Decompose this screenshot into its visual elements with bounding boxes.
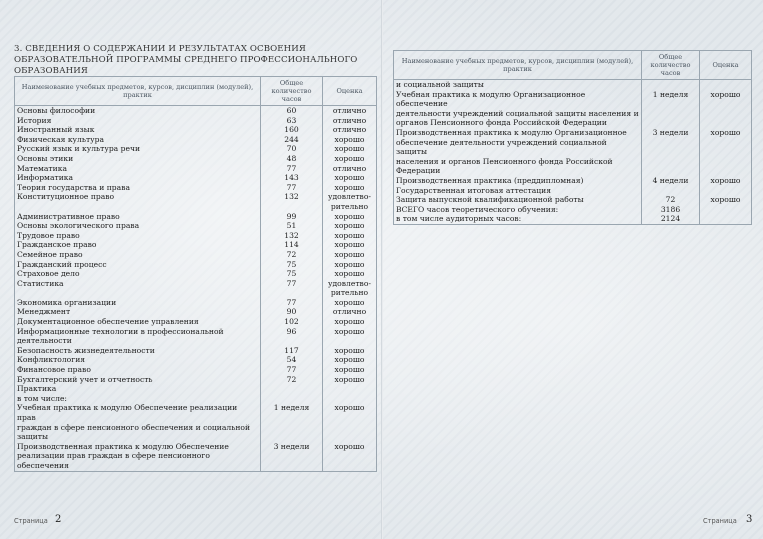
table-row xyxy=(15,116,377,126)
subject-hours: 60 xyxy=(261,106,323,116)
subject-grade: хорошо xyxy=(700,90,752,109)
table-row xyxy=(15,135,377,145)
table-row xyxy=(394,109,752,119)
subject-name: Гражданский процесс xyxy=(15,260,261,270)
table-row xyxy=(394,166,752,176)
subject-name: в том числе: xyxy=(15,394,261,404)
subject-hours: 2124 xyxy=(642,214,700,224)
subject-name: деятельности xyxy=(15,336,261,346)
subject-hours xyxy=(261,384,323,394)
table-row xyxy=(394,80,752,90)
table-row xyxy=(15,384,377,394)
table-row xyxy=(15,336,377,346)
table-row xyxy=(394,195,752,205)
table-row xyxy=(15,202,377,212)
subject-hours: 96 xyxy=(261,327,323,337)
table-row xyxy=(394,138,752,157)
subject-grade xyxy=(700,109,752,119)
subject-hours: 77 xyxy=(261,298,323,308)
table-row xyxy=(15,106,377,116)
subject-name: Производственная практика (преддипломная) xyxy=(394,176,642,186)
subject-name: Физическая культура xyxy=(15,135,261,145)
subject-grade: хорошо xyxy=(323,317,377,327)
table-row xyxy=(394,118,752,128)
table-row xyxy=(394,90,752,109)
col-header-grade: Оценка xyxy=(323,77,377,106)
subject-name: Основы этики xyxy=(15,154,261,164)
subject-name: Основы философии xyxy=(15,106,261,116)
table-row xyxy=(15,221,377,231)
subject-hours: 72 xyxy=(261,375,323,385)
table-row xyxy=(15,164,377,174)
subject-name: Документационное обеспечение управления xyxy=(15,317,261,327)
table-row xyxy=(15,173,377,183)
subject-name: ВСЕГО часов теоретического обучения: xyxy=(394,205,642,215)
subject-grade xyxy=(323,451,377,471)
subject-hours: 132 xyxy=(261,231,323,241)
subject-hours xyxy=(261,336,323,346)
subject-grade: хорошо xyxy=(323,183,377,193)
subject-name: защиты xyxy=(15,432,261,442)
subject-hours: 3186 xyxy=(642,205,700,215)
table-row xyxy=(15,144,377,154)
subject-name: Теория государства и права xyxy=(15,183,261,193)
table-row xyxy=(15,307,377,317)
subject-hours xyxy=(642,138,700,157)
subject-name: Трудовое право xyxy=(15,231,261,241)
subject-hours: 70 xyxy=(261,144,323,154)
subject-hours xyxy=(642,186,700,196)
subject-hours xyxy=(642,166,700,176)
subject-grade xyxy=(700,166,752,176)
subject-grade: хорошо xyxy=(700,176,752,186)
table-row xyxy=(15,451,377,471)
subject-name: Учебная практика к модулю Организационное обеспечение xyxy=(394,90,642,109)
subject-hours: 90 xyxy=(261,307,323,317)
subject-hours: 72 xyxy=(261,250,323,260)
subject-grade: хорошо xyxy=(323,298,377,308)
subject-grade xyxy=(323,336,377,346)
col-header-grade: Оценка xyxy=(700,51,752,80)
subject-name: Экономика организации xyxy=(15,298,261,308)
table-row xyxy=(15,298,377,308)
table-row xyxy=(15,355,377,365)
table-row xyxy=(15,269,377,279)
subject-grade xyxy=(323,394,377,404)
subject-name: и социальной защиты xyxy=(394,80,642,90)
subject-hours xyxy=(261,423,323,433)
table-row xyxy=(15,346,377,356)
subject-hours xyxy=(642,118,700,128)
subject-name: Административное право xyxy=(15,212,261,222)
table-row xyxy=(15,423,377,433)
subject-hours xyxy=(261,202,323,212)
table-row xyxy=(15,365,377,375)
subject-grade xyxy=(700,80,752,90)
subject-grade: хорошо xyxy=(323,365,377,375)
subject-hours: 48 xyxy=(261,154,323,164)
subject-name: в том числе аудиторных часов: xyxy=(394,214,642,224)
table-row xyxy=(15,250,377,260)
subject-hours: 1 неделя xyxy=(261,403,323,422)
subject-name: История xyxy=(15,116,261,126)
subject-hours: 244 xyxy=(261,135,323,145)
subject-grade: рительно xyxy=(323,288,377,298)
subject-grade: хорошо xyxy=(323,327,377,337)
table-row xyxy=(15,375,377,385)
subject-name: Семейное право xyxy=(15,250,261,260)
table-row xyxy=(15,288,377,298)
subject-grade: отлично xyxy=(323,116,377,126)
subject-hours xyxy=(642,157,700,167)
subject-name: деятельности учреждений социальной защиты населения и xyxy=(394,109,642,119)
subject-name: Государственная итоговая аттестация xyxy=(394,186,642,196)
col-header-hours: Общее количество часов xyxy=(261,77,323,106)
subject-name: обеспечение деятельности учреждений социальной защиты xyxy=(394,138,642,157)
page-label-right: Страница xyxy=(703,517,737,525)
table-row xyxy=(15,317,377,327)
table-row xyxy=(15,183,377,193)
table-row xyxy=(394,186,752,196)
subject-name xyxy=(15,202,261,212)
left-table-body xyxy=(15,106,377,472)
table-row xyxy=(394,214,752,224)
subject-hours xyxy=(261,432,323,442)
section-title: 3. СВЕДЕНИЯ О СОДЕРЖАНИИ И РЕЗУЛЬТАТАХ ОСВОЕНИЯ ОБРАЗОВАТЕЛЬНОЙ ПРОГРАММЫ СРЕДНЕГО ПРОФЕССИОНАЛЬНОГО ОБРАЗОВАНИЯ xyxy=(14,44,358,76)
subject-grade: отлично xyxy=(323,125,377,135)
table-row xyxy=(15,394,377,404)
subject-hours: 77 xyxy=(261,183,323,193)
left-grades-table xyxy=(14,76,377,472)
subject-hours xyxy=(642,109,700,119)
table-row xyxy=(15,212,377,222)
subject-grade: хорошо xyxy=(323,269,377,279)
subject-hours: 63 xyxy=(261,116,323,126)
subject-grade: хорошо xyxy=(323,173,377,183)
table-row xyxy=(15,327,377,337)
subject-hours: 77 xyxy=(261,164,323,174)
subject-grade: отлично xyxy=(323,307,377,317)
subject-name: Страховое дело xyxy=(15,269,261,279)
subject-name: реализации прав граждан в сфере пенсионного обеспечения xyxy=(15,451,261,471)
subject-grade: хорошо xyxy=(700,128,752,138)
col-header-name: Наименование учебных предметов, курсов, дисциплин (модулей), практик xyxy=(394,51,642,80)
subject-name: органов Пенсионного фонда Российской Федерации xyxy=(394,118,642,128)
right-grades-table xyxy=(393,50,752,225)
subject-name: Гражданское право xyxy=(15,240,261,250)
subject-name: Федерации xyxy=(394,166,642,176)
subject-grade xyxy=(700,214,752,224)
subject-hours: 75 xyxy=(261,260,323,270)
subject-name: Основы экологического права xyxy=(15,221,261,231)
table-row xyxy=(394,176,752,186)
subject-grade: рительно xyxy=(323,202,377,212)
subject-hours: 77 xyxy=(261,279,323,289)
subject-name: граждан в сфере пенсионного обеспечения и социальной xyxy=(15,423,261,433)
subject-name: Финансовое право xyxy=(15,365,261,375)
subject-grade: хорошо xyxy=(323,375,377,385)
subject-grade: отлично xyxy=(323,164,377,174)
table-row xyxy=(15,432,377,442)
subject-name: Безопасность жизнедеятельности xyxy=(15,346,261,356)
subject-grade: хорошо xyxy=(323,221,377,231)
subject-name: Статистика xyxy=(15,279,261,289)
table-row xyxy=(15,231,377,241)
subject-name: Конфликтология xyxy=(15,355,261,365)
col-header-name: Наименование учебных предметов, курсов, дисциплин (модулей), практик xyxy=(15,77,261,106)
subject-grade xyxy=(700,205,752,215)
subject-grade: хорошо xyxy=(323,260,377,270)
subject-hours: 143 xyxy=(261,173,323,183)
table-row xyxy=(15,240,377,250)
table-row xyxy=(15,279,377,289)
subject-hours: 102 xyxy=(261,317,323,327)
subject-name: Производственная практика к модулю Обеспечение xyxy=(15,442,261,452)
subject-grade: хорошо xyxy=(323,403,377,422)
subject-name: Иностранный язык xyxy=(15,125,261,135)
subject-grade: хорошо xyxy=(323,144,377,154)
subject-hours: 160 xyxy=(261,125,323,135)
table-row xyxy=(394,205,752,215)
subject-hours xyxy=(261,288,323,298)
subject-hours: 75 xyxy=(261,269,323,279)
page-number-right: 3 xyxy=(746,514,753,525)
subject-grade: хорошо xyxy=(323,240,377,250)
subject-hours: 51 xyxy=(261,221,323,231)
page-number-left: 2 xyxy=(55,514,62,525)
subject-grade: хорошо xyxy=(323,231,377,241)
subject-grade: хорошо xyxy=(323,442,377,452)
subject-hours: 3 недели xyxy=(261,442,323,452)
subject-grade: хорошо xyxy=(323,250,377,260)
subject-name: Русский язык и культура речи xyxy=(15,144,261,154)
subject-grade xyxy=(323,423,377,433)
subject-grade: отлично xyxy=(323,106,377,116)
subject-grade: хорошо xyxy=(323,346,377,356)
subject-grade: удовлетво- xyxy=(323,279,377,289)
subject-name: Производственная практика к модулю Организационное xyxy=(394,128,642,138)
subject-name: Математика xyxy=(15,164,261,174)
subject-grade xyxy=(323,384,377,394)
subject-name: Информатика xyxy=(15,173,261,183)
subject-name: Конституционное право xyxy=(15,192,261,202)
subject-grade xyxy=(700,157,752,167)
table-row xyxy=(394,128,752,138)
subject-grade: хорошо xyxy=(323,154,377,164)
subject-name: Информационные технологии в профессиональной xyxy=(15,327,261,337)
table-row xyxy=(394,157,752,167)
subject-grade: удовлетво- xyxy=(323,192,377,202)
subject-hours: 54 xyxy=(261,355,323,365)
subject-hours: 72 xyxy=(642,195,700,205)
subject-name xyxy=(15,288,261,298)
subject-name: Бухгалтерский учет и отчетность xyxy=(15,375,261,385)
subject-hours: 3 недели xyxy=(642,128,700,138)
subject-grade: хорошо xyxy=(700,195,752,205)
subject-grade xyxy=(700,118,752,128)
subject-hours: 99 xyxy=(261,212,323,222)
subject-hours xyxy=(261,451,323,471)
subject-grade xyxy=(323,432,377,442)
page-label-left: Страница xyxy=(14,517,48,525)
subject-grade: хорошо xyxy=(323,135,377,145)
subject-name: Практика xyxy=(15,384,261,394)
subject-hours xyxy=(261,394,323,404)
col-header-hours: Общее количество часов xyxy=(642,51,700,80)
subject-hours: 117 xyxy=(261,346,323,356)
subject-hours xyxy=(642,80,700,90)
subject-name: населения и органов Пенсионного фонда Российской xyxy=(394,157,642,167)
table-row xyxy=(15,403,377,422)
table-row xyxy=(15,154,377,164)
subject-grade: хорошо xyxy=(323,355,377,365)
subject-hours: 114 xyxy=(261,240,323,250)
table-row xyxy=(15,442,377,452)
subject-name: Учебная практика к модулю Обеспечение реализации прав xyxy=(15,403,261,422)
right-table-body xyxy=(394,80,752,225)
page-fold xyxy=(381,0,383,539)
subject-grade: хорошо xyxy=(323,212,377,222)
table-row xyxy=(15,192,377,202)
table-row xyxy=(15,260,377,270)
subject-name: Защита выпускной квалификационной работы xyxy=(394,195,642,205)
subject-hours: 132 xyxy=(261,192,323,202)
table-row xyxy=(15,125,377,135)
subject-hours: 4 недели xyxy=(642,176,700,186)
subject-grade xyxy=(700,186,752,196)
subject-hours: 1 неделя xyxy=(642,90,700,109)
subject-grade xyxy=(700,138,752,157)
subject-hours: 77 xyxy=(261,365,323,375)
subject-name: Менеджмент xyxy=(15,307,261,317)
